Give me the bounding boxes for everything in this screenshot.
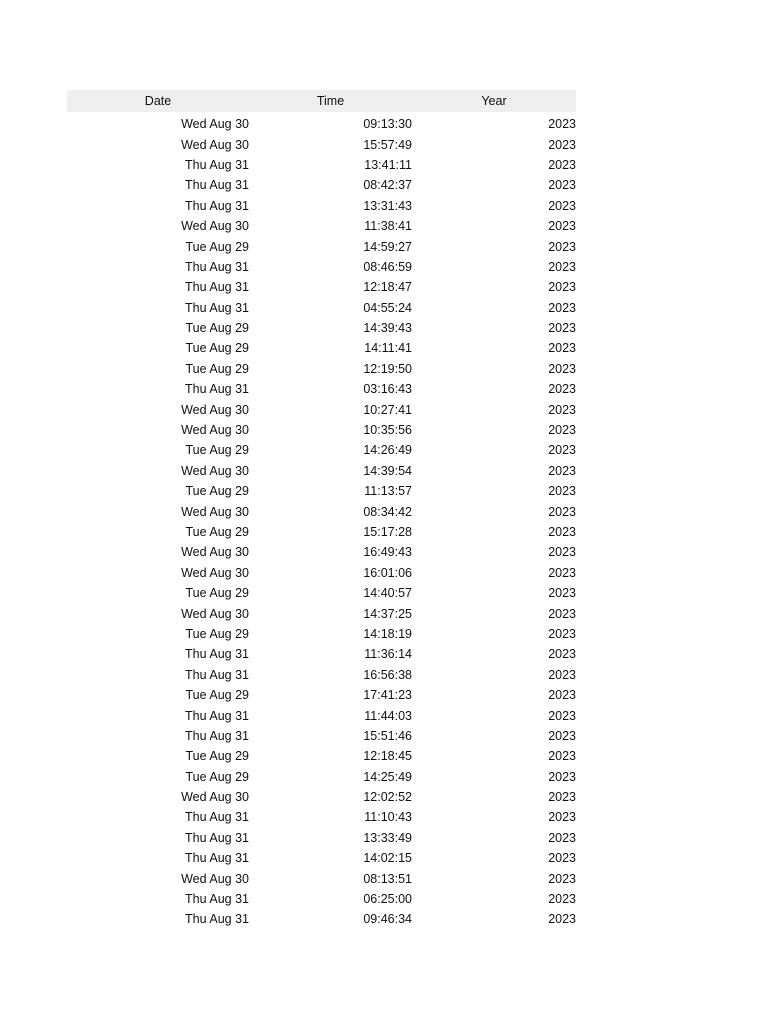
cell-year: 2023 [548, 239, 576, 254]
table-row [67, 726, 576, 746]
table-header [67, 90, 576, 112]
cell-date: Wed Aug 30 [181, 402, 249, 417]
cell-year: 2023 [548, 157, 576, 172]
cell-year: 2023 [548, 361, 576, 376]
cell-time: 11:36:14 [364, 647, 412, 662]
table-row [67, 481, 576, 501]
table-row [67, 889, 576, 909]
cell-year: 2023 [548, 525, 576, 539]
table-row [67, 134, 576, 154]
cell-year: 2023 [548, 565, 576, 580]
cell-time: 09:13:30 [363, 117, 412, 132]
cell-date: Tue Aug 29 [185, 525, 249, 539]
cell-time: 16:56:38 [363, 667, 412, 682]
cell-date: Wed Aug 30 [181, 790, 249, 805]
cell-year: 2023 [548, 382, 576, 397]
table-row [67, 522, 576, 542]
cell-year: 2023 [548, 830, 576, 845]
cell-time: 06:25:00 [363, 892, 412, 907]
table-row [67, 501, 576, 521]
cell-date: Wed Aug 30 [181, 423, 249, 438]
cell-date: Thu Aug 31 [185, 300, 249, 315]
table-row [67, 767, 576, 787]
cell-year: 2023 [548, 688, 576, 703]
cell-year: 2023 [548, 178, 576, 193]
cell-time: 16:49:43 [363, 545, 412, 560]
cell-time: 15:57:49 [363, 137, 412, 152]
column-header-time: Time [316, 94, 345, 108]
cell-date: Thu Aug 31 [185, 198, 249, 213]
cell-time: 14:02:15 [363, 851, 412, 866]
table-row [67, 868, 576, 888]
cell-year: 2023 [548, 606, 576, 621]
cell-year: 2023 [548, 667, 576, 682]
cell-date: Tue Aug 29 [185, 688, 249, 703]
cell-time: 08:34:42 [363, 504, 412, 519]
cell-date: Thu Aug 31 [185, 830, 249, 845]
table-row [67, 603, 576, 623]
table-row [67, 277, 576, 297]
cell-date: Wed Aug 30 [181, 871, 249, 886]
cell-year: 2023 [548, 586, 576, 601]
table-row [67, 624, 576, 644]
cell-year: 2023 [548, 484, 576, 499]
cell-year: 2023 [548, 423, 576, 438]
cell-date: Thu Aug 31 [185, 178, 249, 193]
cell-year: 2023 [548, 769, 576, 784]
table-row [67, 420, 576, 440]
table-row [67, 175, 576, 195]
cell-year: 2023 [548, 198, 576, 213]
cell-date: Wed Aug 30 [181, 606, 249, 621]
table-row [67, 114, 576, 134]
cell-time: 14:18:19 [363, 626, 412, 641]
cell-date: Wed Aug 30 [181, 219, 249, 234]
cell-time: 14:59:27 [363, 239, 412, 254]
cell-time: 12:02:52 [363, 790, 412, 805]
cell-date: Thu Aug 31 [185, 892, 249, 907]
cell-date: Tue Aug 29 [185, 239, 249, 254]
cell-date: Tue Aug 29 [185, 341, 249, 356]
cell-time: 10:35:56 [363, 423, 412, 438]
cell-time: 13:41:11 [364, 157, 412, 172]
cell-year: 2023 [548, 545, 576, 560]
table-row [67, 379, 576, 399]
cell-time: 04:55:24 [363, 300, 412, 315]
cell-time: 16:01:06 [363, 565, 412, 580]
cell-time: 11:44:03 [364, 708, 412, 723]
table-row [67, 216, 576, 236]
table-row [67, 298, 576, 318]
cell-year: 2023 [548, 708, 576, 723]
cell-time: 03:16:43 [363, 382, 412, 397]
cell-year: 2023 [548, 443, 576, 458]
cell-time: 14:37:25 [363, 606, 412, 621]
cell-year: 2023 [548, 504, 576, 519]
cell-year: 2023 [548, 300, 576, 315]
cell-time: 11:13:57 [364, 484, 412, 499]
table-row [67, 236, 576, 256]
cell-time: 08:42:37 [363, 178, 412, 193]
table-row [67, 909, 576, 929]
cell-year: 2023 [548, 402, 576, 417]
column-header-date: Date [144, 94, 172, 108]
table-row [67, 359, 576, 379]
cell-time: 14:26:49 [363, 443, 412, 458]
cell-time: 14:39:43 [363, 321, 412, 336]
cell-time: 09:46:34 [363, 912, 412, 927]
cell-date: Thu Aug 31 [185, 912, 249, 927]
cell-year: 2023 [548, 790, 576, 805]
table-row [67, 644, 576, 664]
table-row [67, 440, 576, 460]
cell-year: 2023 [548, 647, 576, 662]
cell-date: Tue Aug 29 [185, 586, 249, 601]
cell-date: Thu Aug 31 [185, 157, 249, 172]
table-row [67, 583, 576, 603]
cell-date: Tue Aug 29 [185, 484, 249, 499]
cell-date: Thu Aug 31 [185, 647, 249, 662]
cell-time: 12:19:50 [363, 361, 412, 376]
cell-date: Thu Aug 31 [185, 851, 249, 866]
cell-date: Tue Aug 29 [185, 769, 249, 784]
cell-date: Wed Aug 30 [181, 565, 249, 580]
cell-time: 15:17:28 [363, 525, 412, 539]
cell-time: 08:13:51 [363, 871, 412, 886]
table-row [67, 338, 576, 358]
cell-year: 2023 [548, 810, 576, 825]
cell-year: 2023 [548, 851, 576, 866]
cell-date: Thu Aug 31 [185, 810, 249, 825]
cell-year: 2023 [548, 280, 576, 295]
cell-date: Thu Aug 31 [185, 280, 249, 295]
cell-year: 2023 [548, 321, 576, 336]
cell-year: 2023 [548, 912, 576, 927]
cell-year: 2023 [548, 871, 576, 886]
table-row [67, 563, 576, 583]
cell-time: 12:18:47 [363, 280, 412, 295]
cell-date: Wed Aug 30 [181, 545, 249, 560]
cell-date: Thu Aug 31 [185, 728, 249, 743]
table-row [67, 318, 576, 338]
cell-year: 2023 [548, 117, 576, 132]
column-header-year: Year [481, 94, 507, 108]
table-row [67, 848, 576, 868]
cell-date: Thu Aug 31 [185, 382, 249, 397]
cell-time: 12:18:45 [363, 749, 412, 764]
cell-year: 2023 [548, 749, 576, 764]
cell-year: 2023 [548, 892, 576, 907]
cell-time: 14:11:41 [364, 341, 412, 356]
table-row [67, 665, 576, 685]
cell-time: 08:46:59 [363, 259, 412, 274]
cell-date: Wed Aug 30 [181, 504, 249, 519]
cell-time: 13:31:43 [363, 198, 412, 213]
table-row [67, 196, 576, 216]
cell-date: Tue Aug 29 [185, 749, 249, 764]
table-row [67, 542, 576, 562]
cell-time: 14:39:54 [363, 463, 412, 478]
cell-date: Wed Aug 30 [181, 117, 249, 132]
cell-time: 13:33:49 [363, 830, 412, 845]
cell-date: Tue Aug 29 [185, 443, 249, 458]
cell-date: Tue Aug 29 [185, 321, 249, 336]
table-row [67, 807, 576, 827]
table-row [67, 787, 576, 807]
table-row [67, 461, 576, 481]
cell-date: Thu Aug 31 [185, 708, 249, 723]
cell-time: 11:38:41 [364, 219, 412, 234]
cell-date: Tue Aug 29 [185, 626, 249, 641]
cell-year: 2023 [548, 259, 576, 274]
cell-date: Tue Aug 29 [185, 361, 249, 376]
table-body [67, 114, 576, 930]
table-row [67, 399, 576, 419]
table-row [67, 705, 576, 725]
cell-date: Thu Aug 31 [185, 259, 249, 274]
cell-year: 2023 [548, 626, 576, 641]
cell-time: 10:27:41 [363, 402, 412, 417]
table-row [67, 828, 576, 848]
data-table [67, 90, 576, 930]
cell-date: Wed Aug 30 [181, 137, 249, 152]
cell-time: 15:51:46 [363, 728, 412, 743]
table-row [67, 746, 576, 766]
table-row [67, 685, 576, 705]
cell-time: 14:40:57 [363, 586, 412, 601]
cell-time: 17:41:23 [363, 688, 412, 703]
cell-year: 2023 [548, 463, 576, 478]
cell-date: Wed Aug 30 [181, 463, 249, 478]
table-row [67, 155, 576, 175]
cell-year: 2023 [548, 219, 576, 234]
cell-year: 2023 [548, 137, 576, 152]
table-row [67, 257, 576, 277]
cell-date: Thu Aug 31 [185, 667, 249, 682]
cell-time: 11:10:43 [364, 810, 412, 825]
cell-year: 2023 [548, 341, 576, 356]
cell-time: 14:25:49 [363, 769, 412, 784]
cell-year: 2023 [548, 728, 576, 743]
